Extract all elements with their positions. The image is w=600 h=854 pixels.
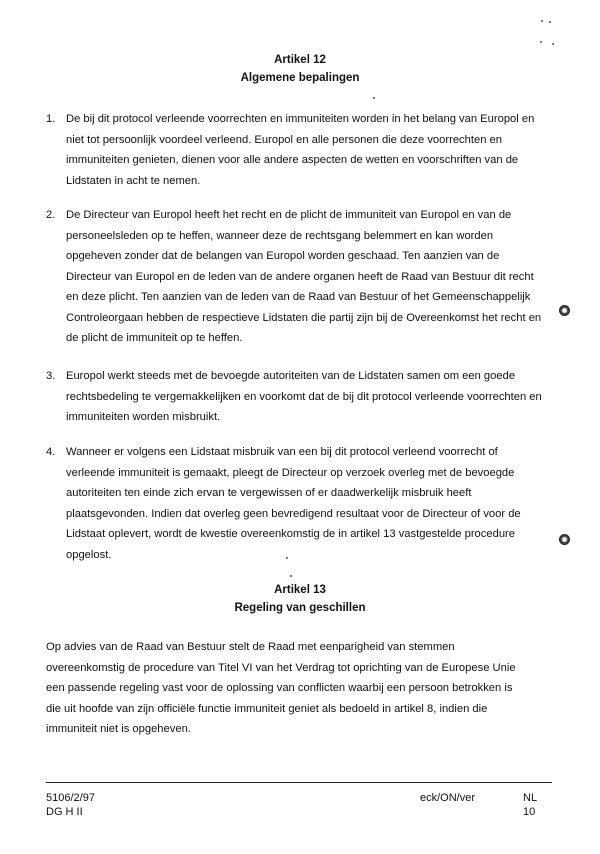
footer-code: eck/ON/ver (420, 792, 476, 804)
scan-speck (540, 41, 542, 43)
footer-doc-ref: 5106/2/97 (46, 792, 95, 804)
clause-4 (46, 442, 546, 565)
punch-hole-mark (559, 305, 570, 316)
scan-speck (290, 575, 292, 577)
footer-dg: DG H II (46, 806, 83, 818)
clause-text: Europol werkt steeds met de bevoegde autoriteiten van de Lidstaten samen om een goede rechtsbedeling te vergemakkelijken en voorkomt dat de bij dit protocol verleende voorrechten en immuniteiten worden misbruikt. (66, 370, 542, 423)
clause-text: Wanneer er volgens een Lidstaat misbruik van een bij dit protocol verleend voorrecht of verleende immuniteit is gemaakt, pleegt de Directeur op verzoek overleg met de bevoegde autoriteiten ten einde zich ervan te vergewissen of er daadwerkelijk misbruik heeft plaatsgevonden. Indien dat overleg geen bevredigend resultaat voor de Directeur of voor de Lidstaat oplevert, wordt de kwestie overeenkomstig de in artikel 13 vastgestelde procedure opgelost. (66, 446, 521, 561)
scan-speck (541, 20, 543, 22)
clause-text: De Directeur van Europol heeft het recht en de plicht de immuniteit van Europol en van de personeelsleden op te heffen, wanneer deze de rechtsgang belemmert en kan worden opgeheven zonder dat de belangen van Europol worden geschaad. Ten aanzien van de Directeur van Europol en de leden van de andere organen heeft de Raad van Bestuur dit recht en deze plicht. Ten aanzien van de leden van de Raad van Bestuur of het Gemeenschappelijk Controleorgaan hebben de respectieve Lidstaten die partij zijn bij de Overeenkomst het recht en de plicht de immuniteit op te heffen. (66, 209, 542, 344)
article-13-title: Artikel 13 (274, 584, 326, 596)
footer-divider (46, 782, 552, 783)
article-12-title: Artikel 12 (274, 54, 326, 66)
punch-hole-mark (559, 534, 570, 545)
clause-number: 3. (46, 370, 56, 382)
clause-2 (46, 205, 546, 349)
clause-1 (46, 109, 546, 191)
scan-speck (549, 21, 551, 23)
clause-number: 4. (46, 446, 56, 458)
footer-lang: NL (523, 792, 538, 804)
clause-3 (46, 366, 546, 428)
scan-speck (286, 557, 288, 559)
scan-speck (552, 43, 554, 45)
article-12-subtitle: Algemene bepalingen (240, 72, 360, 84)
clause-text: De bij dit protocol verleende voorrechten en immuniteiten worden in het belang van Europol en niet tot persoonlijk voordeel verleend. Europol en alle personen die deze voorrechten en immuniteiten genieten, dienen voor alle andere aspecten de wetten en voorschriften van de Lidstaten in acht te nemen. (66, 113, 535, 187)
footer-page-number: 10 (523, 806, 536, 818)
article-13-subtitle: Regeling van geschillen (234, 602, 366, 614)
clause-number: 1. (46, 113, 56, 125)
scan-speck (373, 97, 375, 99)
clause-number: 2. (46, 209, 56, 221)
article-13-text: Op advies van de Raad van Bestuur stelt de Raad met eenparigheid van stemmen overeenkomstig de procedure van Titel VI van het Verdrag tot oprichting van de Europese Unie een passende regeling vast voor de oplossing van conflicten waarbij een persoon betrokken is die uit hoofde van zijn officiële functie immuniteit geniet als bedoeld in artikel 8, indien die immuniteit niet is opgeheven. (46, 641, 516, 735)
